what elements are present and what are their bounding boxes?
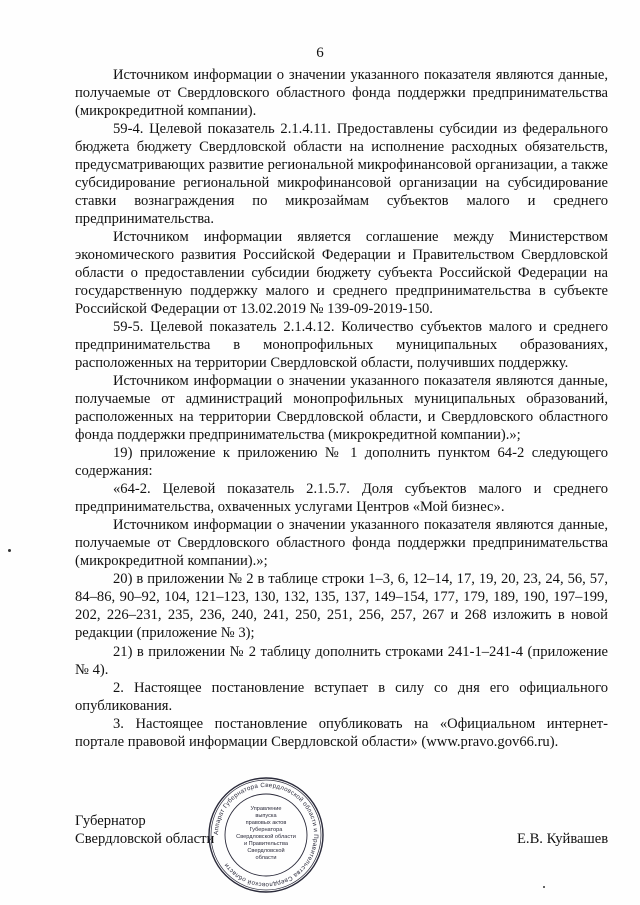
margin-mark bbox=[8, 549, 11, 552]
paragraph: 59-5. Целевой показатель 2.1.4.12. Количество субъектов малого и среднего предпринимательства в монопрофильных муниципальных образованиях, расположенных на территории Свердловской области, получивших поддержку. bbox=[75, 319, 608, 372]
signatory-name: Е.В. Куйвашев bbox=[517, 831, 609, 847]
paragraph: Источником информации о значении указанного показателя являются данные, получаемые от Свердловского областного фонда поддержки предпринимательства (микрокредитной компании). bbox=[75, 67, 608, 120]
paragraph: 3. Настоящее постановление опубликовать на «Официальном интернет-портале правовой информации Свердловской области» (www.pravo.gov66.ru). bbox=[75, 715, 608, 750]
paragraph: 2. Настоящее постановление вступает в силу со дня его официального опубликования. bbox=[75, 679, 608, 714]
stamp-line: правовых актов bbox=[245, 820, 287, 826]
official-stamp bbox=[207, 776, 325, 894]
paragraph: «64-2. Целевой показатель 2.1.5.7. Доля субъектов малого и среднего предпринимательства, охваченных услугами Центров «Мой бизнес». bbox=[75, 481, 608, 516]
stamp-line: Губернатора bbox=[249, 827, 283, 833]
stamp-line: области bbox=[255, 855, 277, 861]
document-body bbox=[75, 66, 608, 751]
paragraph: 21) в приложении № 2 таблицу дополнить строками 241-1–241-4 (приложение № 4). bbox=[75, 643, 608, 678]
paragraph: 59-4. Целевой показатель 2.1.4.11. Предоставлены субсидии из федерального бюджета бюджету Свердловской области на исполнение расходных обязательств, предусматривающих развитие региональной микрофинансовой организации, а также субсидирование региональной микрофинансовой организации на субсидирование ставки вознаграждения по микрозаймам субъектов малого и среднего предпринимательства. bbox=[75, 121, 608, 228]
paragraph: 20) в приложении № 2 в таблице строки 1–3, 6, 12–14, 17, 19, 20, 23, 24, 56, 57, 84–86, 90–92, 104, 121–123, 130, 132, 135, 137, 149–154, 177, 179, 189, 190, 197–199, 202, 226–231, 235, 236, 240, 241, 250, 251, 256, 257, 267 и 268 изложить в новой редакции (приложение № 3); bbox=[75, 571, 608, 642]
svg-text:Аппарат Губернатора Свердловск: Аппарат Губернатора Свердловской области и Правительства Свердловской области bbox=[212, 781, 320, 889]
paragraph: Источником информации о значении указанного показателя являются данные, получаемые от администраций монопрофильных муниципальных образований, расположенных на территории Свердловской области, и Свердловского областного фонда поддержки предпринимательства (микрокредитной компании).»; bbox=[75, 373, 608, 444]
page-number: 6 bbox=[316, 45, 324, 61]
stamp-line: и Правительства bbox=[244, 841, 288, 847]
signature-title bbox=[75, 812, 214, 848]
signature-title-line: Свердловской области bbox=[75, 831, 215, 847]
stamp-line: выпуска bbox=[255, 813, 277, 819]
stamp-line: Управление bbox=[250, 806, 282, 812]
stamp-line: Свердловской области bbox=[236, 834, 296, 840]
margin-mark bbox=[543, 886, 545, 888]
paragraph: 19) приложение к приложению № 1 дополнить пунктом 64-2 следующего содержания: bbox=[75, 445, 608, 480]
paragraph: Источником информации о значении указанного показателя являются данные, получаемые от Свердловского областного фонда поддержки предпринимательства (микрокредитной компании).»; bbox=[75, 517, 608, 570]
paragraph: Источником информации является соглашение между Министерством экономического развития Российской Федерации и Правительством Свердловской области о предоставлении субсидии бюджету субъекта Российской Федерации на государственную поддержку малого и среднего предпринимательства в субъекте Российской Федерации от 13.02.2019 № 139-09-2019-150. bbox=[75, 229, 608, 318]
signature-title-line: Губернатор bbox=[75, 813, 146, 829]
stamp-line: Свердловской bbox=[247, 848, 285, 854]
